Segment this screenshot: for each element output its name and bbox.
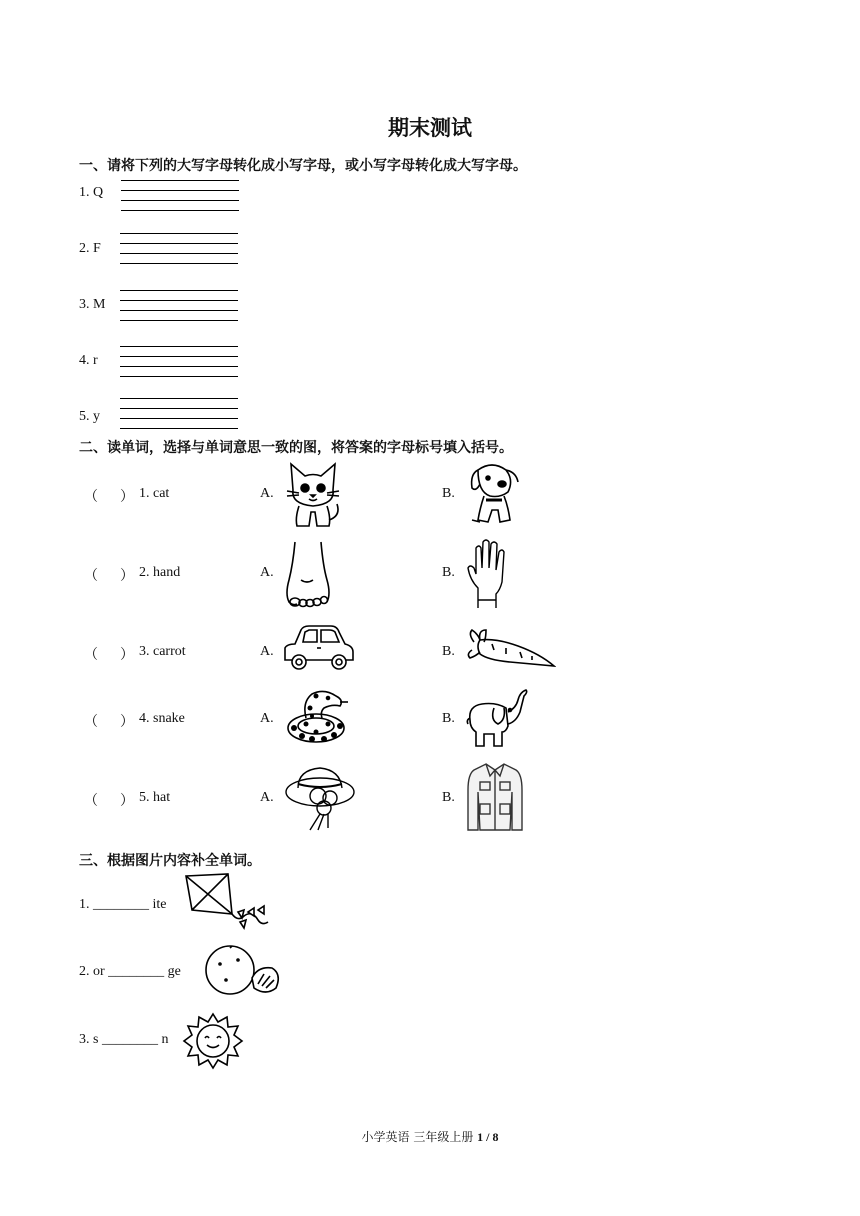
option-b-label: B. bbox=[442, 644, 455, 659]
letter-item-4: 4. r bbox=[79, 353, 98, 368]
word-5: 5. hat bbox=[139, 790, 171, 805]
option-a-label: A. bbox=[260, 711, 274, 726]
writing-lines-3[interactable] bbox=[120, 290, 238, 320]
hand-icon bbox=[466, 538, 510, 610]
sun-icon bbox=[182, 1012, 244, 1070]
writing-lines-4[interactable] bbox=[120, 346, 238, 376]
option-b-label: B. bbox=[442, 790, 455, 805]
writing-lines-2[interactable] bbox=[120, 233, 238, 263]
kite-icon bbox=[182, 872, 270, 934]
answer-paren-open: （ bbox=[84, 648, 98, 663]
fill-word-1: 1. ________ ite bbox=[79, 897, 167, 912]
answer-paren-close: ） bbox=[120, 794, 134, 809]
car-icon bbox=[281, 624, 355, 674]
word-2: 2. hand bbox=[139, 565, 181, 580]
foot-icon bbox=[283, 540, 333, 608]
hat-icon bbox=[284, 764, 356, 832]
option-a-label: A. bbox=[260, 790, 274, 805]
section-2-heading: 二、读单词，选择与单词意思一致的图，将答案的字母标号填入括号。 bbox=[79, 440, 513, 456]
writing-lines-1[interactable] bbox=[121, 180, 239, 210]
cat-icon bbox=[283, 460, 343, 528]
answer-paren-open: （ bbox=[84, 715, 98, 730]
answer-paren-close: ） bbox=[120, 490, 134, 505]
answer-paren-open: （ bbox=[84, 569, 98, 584]
fill-word-2: 2. or ________ ge bbox=[79, 964, 181, 979]
option-b-label: B. bbox=[442, 711, 455, 726]
elephant-icon bbox=[466, 688, 532, 750]
writing-lines-5[interactable] bbox=[120, 398, 238, 428]
answer-paren-close: ） bbox=[120, 715, 134, 730]
answer-paren-close: ） bbox=[120, 648, 134, 663]
answer-paren-open: （ bbox=[84, 490, 98, 505]
option-b-label: B. bbox=[442, 565, 455, 580]
footer-text: 小学英语 三年级上册 bbox=[361, 1130, 478, 1144]
letter-item-2: 2. F bbox=[79, 241, 101, 256]
fill-word-3: 3. s ________ n bbox=[79, 1032, 169, 1047]
option-b-label: B. bbox=[442, 486, 455, 501]
snake-icon bbox=[284, 688, 350, 744]
dog-icon bbox=[466, 460, 522, 526]
word-1: 1. cat bbox=[139, 486, 170, 501]
word-4: 4. snake bbox=[139, 711, 185, 726]
answer-paren-close: ） bbox=[120, 569, 134, 584]
letter-item-3: 3. M bbox=[79, 297, 106, 312]
section-3-heading: 三、根据图片内容补全单词。 bbox=[79, 853, 261, 869]
option-a-label: A. bbox=[260, 565, 274, 580]
letter-item-5: 5. y bbox=[79, 409, 100, 424]
jacket-icon bbox=[466, 760, 524, 832]
letter-item-1: 1. Q bbox=[79, 185, 104, 200]
page-number: 1 / 8 bbox=[477, 1130, 499, 1144]
option-a-label: A. bbox=[260, 644, 274, 659]
page-title: 期末测试 bbox=[388, 116, 472, 140]
carrot-icon bbox=[466, 628, 556, 672]
word-3: 3. carrot bbox=[139, 644, 186, 659]
option-a-label: A. bbox=[260, 486, 274, 501]
answer-paren-open: （ bbox=[84, 794, 98, 809]
orange-icon bbox=[200, 944, 284, 998]
section-1-heading: 一、请将下列的大写字母转化成小写字母，或小写字母转化成大写字母。 bbox=[79, 158, 527, 174]
page-footer bbox=[0, 1128, 860, 1145]
